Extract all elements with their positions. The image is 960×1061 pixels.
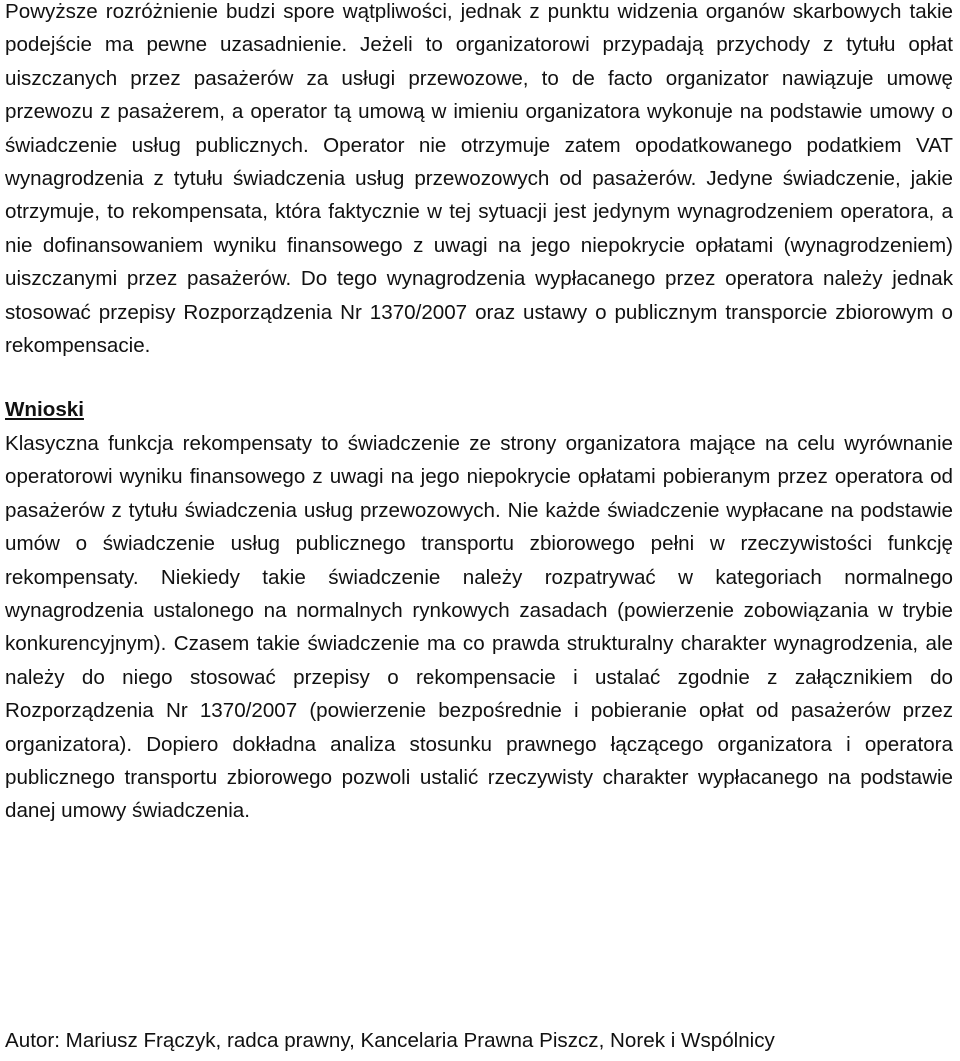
author-line: Autor: Mariusz Frączyk, radca prawny, Kancelaria Prawna Piszcz, Norek i Wspólnicy (5, 1029, 775, 1052)
document-body (5, 0, 953, 828)
body-paragraph-2: Klasyczna funkcja rekompensaty to świadczenie ze strony organizatora mające na celu wyrównanie operatorowi wyniku finansowego z uwagi na jego niepokrycie opłatami pobieranym przez operatora od pasażerów z tytułu świadczenia usług przewozowych. Nie każde świadczenie wypłacane na podstawie umów o świadczenie usług publicznego transportu zbiorowego pełni w rzeczywistości funkcję rekompensaty. Niekiedy takie świadczenie należy rozpatrywać w kategoriach normalnego wynagrodzenia ustalonego na normalnych rynkowych zasadach (powierzenie zobowiązania w trybie konkurencyjnym). Czasem takie świadczenie ma co prawda strukturalny charakter wynagrodzenia, ale należy do niego stosować przepisy o rekompensacie i ustalać zgodnie z załącznikiem do Rozporządzenia Nr 1370/2007 (powierzenie bezpośrednie i pobieranie opłat od pasażerów przez organizatora). Dopiero dokładna analiza stosunku prawnego łączącego organizatora i operatora publicznego transportu zbiorowego pozwoli ustalić rzeczywisty charakter wypłacanego na podstawie danej umowy świadczenia. (5, 431, 953, 823)
body-paragraph-1: Powyższe rozróżnienie budzi spore wątpliwości, jednak z punktu widzenia organów skarbowych takie podejście ma pewne uzasadnienie. Jeżeli to organizatorowi przypadają przychody z tytułu opłat uiszczanych przez pasażerów za usługi przewozowe, to de facto organizator nawiązuje umowę przewozu z pasażerem, a operator tą umową w imieniu organizatora wykonuje na podstawie umowy o świadczenie usług publicznych. Operator nie otrzymuje zatem opodatkowanego podatkiem VAT wynagrodzenia z tytułu świadczenia usług przewozowych od pasażerów. Jedyne świadczenie, jakie otrzymuje, to rekompensata, która faktycznie w tej sytuacji jest jedynym wynagrodzeniem operatora, a nie dofinansowaniem wyniku finansowego z uwagi na jego niepokrycie opłatami (wynagrodzeniem) uiszczanymi przez pasażerów. Do tego wynagrodzenia wypłacanego przez operatora należy jednak stosować przepisy Rozporządzenia Nr 1370/2007 oraz ustawy o publicznym transporcie zbiorowym o rekompensacie. (5, 0, 953, 358)
section-heading-wnioski: Wnioski (5, 398, 84, 422)
